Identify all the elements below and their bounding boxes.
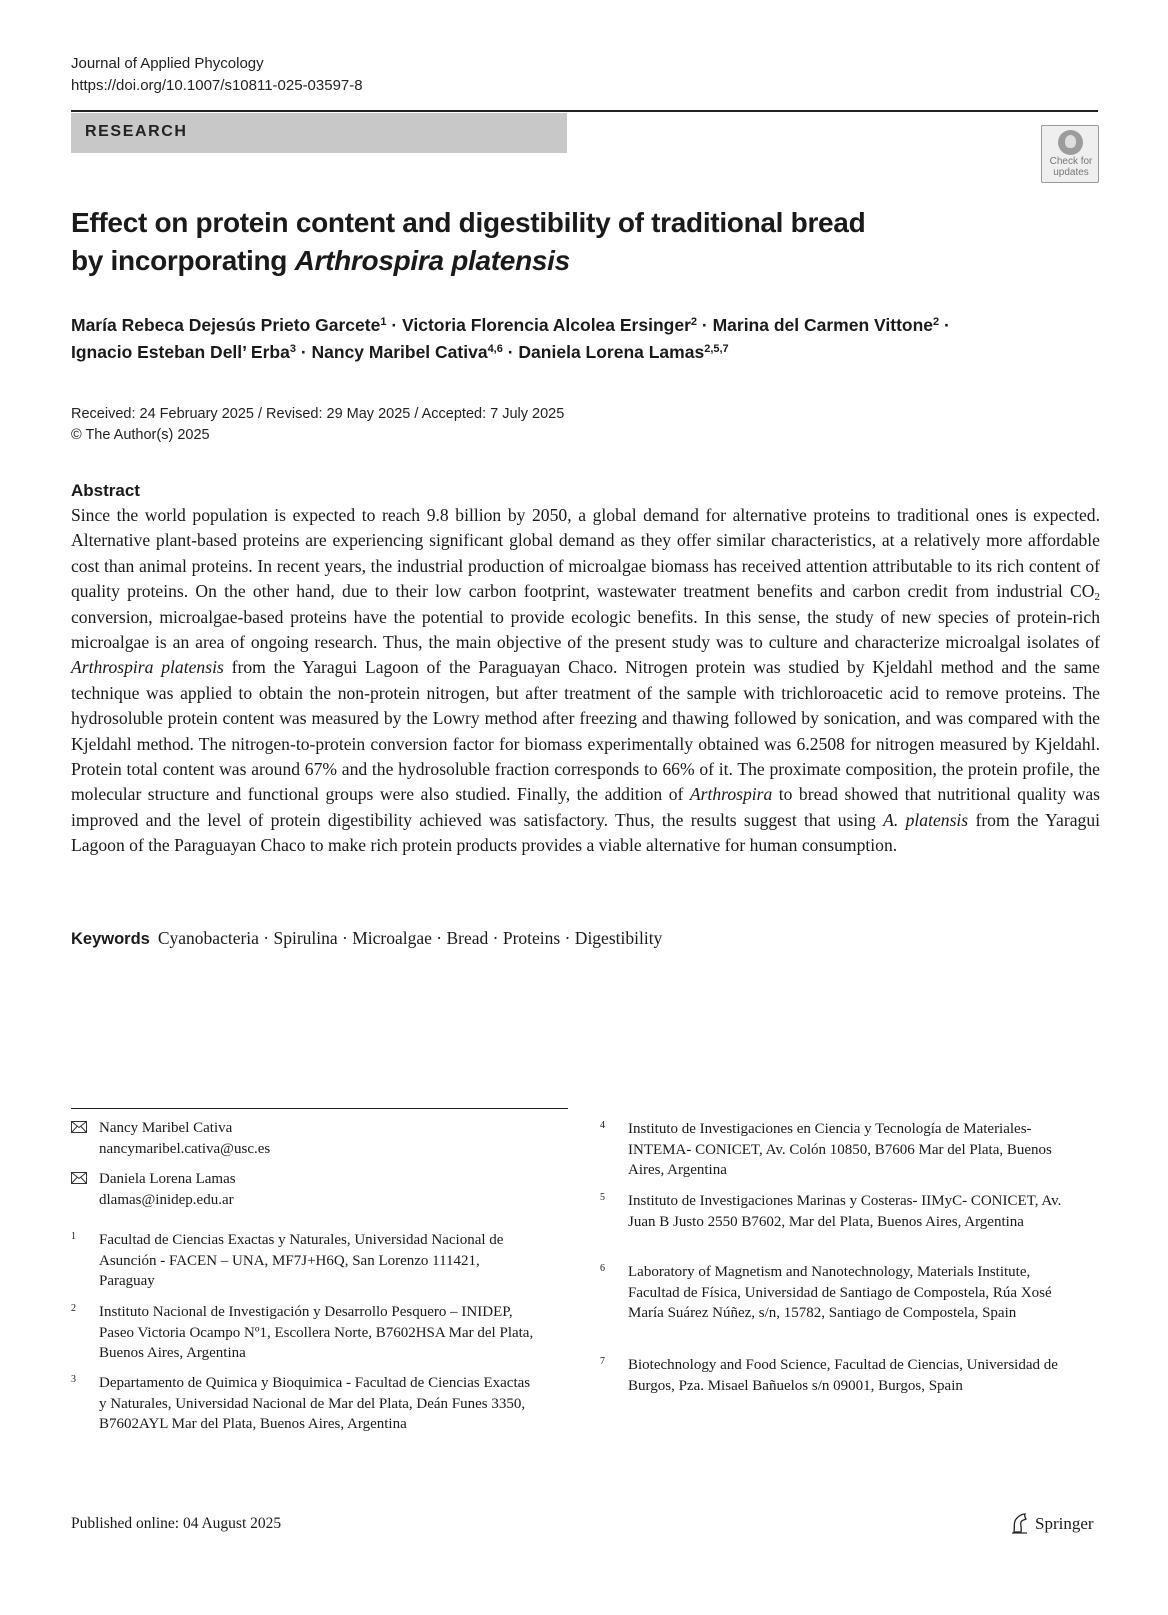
affiliation-number: 1 (71, 1231, 76, 1242)
doi-link[interactable]: https://doi.org/10.1007/s10811-025-03597-8 (71, 77, 363, 94)
abstract-species-2: Arthrospira (689, 784, 773, 805)
author-affiliation: 2 (690, 316, 698, 328)
article-title (71, 204, 971, 280)
section-label: RESEARCH (85, 123, 188, 140)
author-name[interactable]: Ignacio Esteban Dell’ Erba (71, 342, 290, 362)
keywords-list: Cyanobacteria · Spirulina · Microalgae · Bread · Proteins · Digestibility (157, 928, 663, 948)
abstract-subscript: 2 (1094, 591, 1100, 604)
affiliation-number: 7 (600, 1356, 605, 1367)
title-line-1: Effect on protein content and digestibility of traditional bread (71, 207, 866, 238)
journal-header (71, 53, 363, 97)
author-line-2: Ignacio Esteban Dell’ Erba$^3$ · Nancy Maribel Cativa$^{4,6}$ · Daniela Lorena Lamas$^{2,5,7}$ (71, 342, 729, 362)
affiliation-text: Instituto Nacional de Investigación y Desarrollo Pesquero – INIDEP, Paseo Victoria Ocampo Nº1, Escollera Norte, B7602HSA Mar del Plata, Buenos Aires, Argentina (99, 1304, 534, 1361)
copyright: © The Author(s) 2025 (71, 427, 210, 443)
affiliation-text: Biotechnology and Food Science, Facultad de Ciencias, Universidad de Burgos, Pza. Misael Bañuelos s/n 09001, Burgos, Spain (628, 1357, 1058, 1394)
section-band (71, 113, 567, 153)
date-history: Received: 24 February 2025 / Revised: 29 May 2025 / Accepted: 7 July 2025 (71, 406, 565, 422)
affiliation-text: Departamento de Quimica y Bioquimica - Facultad de Ciencias Exactas y Naturales, Universidad Nacional de Mar del Plata, Deán Funes 3350, B7602AYL Mar del Plata, Buenos Aires, Argentina (99, 1375, 531, 1432)
author-name[interactable]: Marina del Carmen Vittone (712, 315, 934, 335)
abstract-species-1: Arthrospira platensis (71, 657, 224, 678)
abstract-text (71, 503, 1100, 859)
journal-name: Journal of Applied Phycology (71, 55, 264, 72)
author-affiliation: 2 (933, 316, 940, 328)
envelope-icon (71, 1172, 87, 1184)
author-affiliation: 3 (289, 343, 296, 355)
abstract-part-5: from the Yaragui Lagoon of the Paraguayan Chaco to make rich protein products provides a viable alternative for human consumption. (71, 809, 1101, 856)
affiliation-4 (600, 1119, 1070, 1181)
publisher-name: Springer (1035, 1514, 1094, 1533)
header-rule (71, 110, 1098, 112)
affiliation-6 (600, 1262, 1070, 1344)
check-for-updates-badge[interactable] (1041, 125, 1099, 183)
published-online: Published online: 04 August 2025 (71, 1515, 282, 1532)
correspondence-name: Nancy Maribel Cativa (99, 1120, 233, 1136)
correspondence-entry (71, 1118, 541, 1160)
title-line-2 (71, 242, 971, 280)
correspondence-entry (71, 1169, 541, 1211)
abstract-species-3: A. platensis (883, 809, 969, 830)
author-affiliation: 1 (380, 316, 387, 328)
keywords (71, 926, 662, 952)
correspondence-text (99, 1169, 539, 1210)
author-name[interactable]: María Rebeca Dejesús Prieto Garcete (71, 315, 381, 335)
footnote-rule (71, 1108, 568, 1109)
envelope-icon (71, 1121, 87, 1133)
springer-horse-icon (1010, 1512, 1030, 1534)
title-species: Arthrospira platensis (294, 245, 570, 276)
correspondence-email[interactable]: nancymaribel.cativa@usc.es (99, 1140, 271, 1157)
title-prefix: by incorporating (71, 245, 295, 276)
affiliation-1 (71, 1230, 541, 1292)
affiliation-5 (600, 1191, 1070, 1253)
affiliation-number: 6 (600, 1263, 605, 1274)
affiliation-text: Instituto de Investigaciones en Ciencia y Tecnología de Materiales- INTEMA- CONICET, Av. Colón 10850, B7606 Mar del Plata, Buenos Aires, Argentina (628, 1121, 1052, 1178)
author-affiliation: 2,5,7 (704, 343, 729, 355)
author-line-1: María Rebeca Dejesús Prieto Garcete$^1$ · Victoria Florencia Alcolea Ersinger$^2$ · Marina del Carmen Vittone$^2$ · (71, 315, 950, 335)
keywords-heading: Keywords (71, 930, 150, 948)
abstract-part-4: to bread showed that nutritional quality was improved and the level of protein digestibility achieved was satisfactory. Thus, the results suggest that using (71, 784, 1101, 830)
affiliation-text: Facultad de Ciencias Exactas y Naturales, Universidad Nacional de Asunción - FACEN – UNA, MF7J+H6Q, San Lorenzo 111421, Paraguay (99, 1232, 504, 1289)
correspondence-email[interactable]: dlamas@inidep.edu.ar (99, 1191, 234, 1208)
affiliation-7 (600, 1355, 1070, 1417)
author-affiliation: 4,6 (487, 343, 503, 355)
affiliation-text: Instituto de Investigaciones Marinas y Costeras- IIMyC- CONICET, Av. Juan B Justo 2550 B7602, Mar del Plata, Buenos Aires, Argentina (628, 1193, 1062, 1230)
affiliation-number: 2 (71, 1303, 76, 1314)
abstract-part-3: from the Yaragui Lagoon of the Paraguayan Chaco. Nitrogen protein was studied by Kjeldahl method and the same technique was applied to obtain the non-protein nitrogen, but after treatment of the sample with trichloroacetic acid to remove proteins. The hydrosoluble protein content was measured by the Lowry method after freezing and thawing followed by sonication, and was compared with the Kjeldahl method. The nitrogen-to-protein conversion factor for biomass experimentally obtained was 6.2508 for nitrogen measured by Kjeldahl. Protein total content was around 67% and the hydrosoluble fraction corresponds to 66% of it. The proximate composition, the protein profile, the molecular structure and functional groups were also studied. Finally, the addition of (71, 657, 1100, 805)
author-name[interactable]: Nancy Maribel Cativa (311, 342, 488, 362)
check-updates-line2: updates (1053, 167, 1089, 178)
author-name[interactable]: Victoria Florencia Alcolea Ersinger (402, 315, 691, 335)
affiliation-3 (71, 1373, 541, 1455)
affiliation-number: 4 (600, 1120, 605, 1131)
affiliation-text: Laboratory of Magnetism and Nanotechnology, Materials Institute, Facultad de Física, Universidad de Santiago de Compostela, Rúa Xosé María Suárez Núñez, s/n, 15782, Santiago de Compostela, Spain (628, 1264, 1052, 1321)
correspondence-name: Daniela Lorena Lamas (99, 1171, 236, 1187)
affiliation-number: 3 (71, 1374, 76, 1385)
affiliation-number: 5 (600, 1192, 605, 1203)
abstract-part-1: Since the world population is expected to reach 9.8 billion by 2050, a global demand for alternative proteins to traditional ones is expected. Alternative plant-based proteins are experiencing significant global demand as they offer similar characteristics, at a relatively more affordable cost than animal proteins. In recent years, the industrial production of microalgae biomass has received attention attributable to its rich content of quality proteins. On the other hand, due to their low carbon footprint, wastewater treatment benefits and carbon credit from industrial CO (71, 505, 1100, 602)
affiliation-2 (71, 1302, 541, 1364)
crossmark-icon (1058, 130, 1083, 155)
article-dates (71, 404, 564, 446)
author-name[interactable]: Daniela Lorena Lamas (518, 342, 705, 362)
check-updates-line1: Check for (1049, 156, 1093, 167)
author-list (71, 312, 1101, 366)
abstract-heading: Abstract (71, 481, 140, 500)
abstract-part-2: conversion, microalgae-based proteins have the potential to provide ecologic benefits. In this sense, the study of new species of protein-rich microalgae is an area of ongoing research. Thus, the main objective of the present study was to culture and characterize microalgal isolates of (71, 606, 1100, 653)
correspondence-text (99, 1118, 539, 1159)
